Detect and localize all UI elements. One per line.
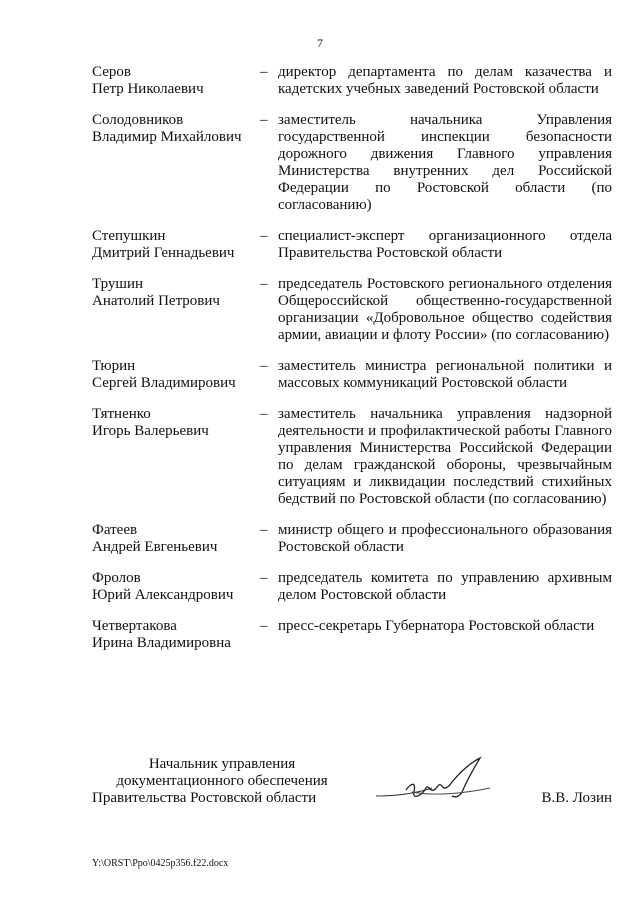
signatory-title-line: Начальник управления <box>148 756 296 772</box>
member-surname: Четвертакова <box>92 618 177 634</box>
member-role: председатель Ростовского регионального отделения Общероссийской общественно-государственной организации «Добровольное общество содействия армии, авиации и флоту России» (по согласованию) <box>278 276 612 343</box>
member-surname: Серов <box>92 64 131 80</box>
footer-file-path: Y:\ORST\Ppo\0425p356.f22.docx <box>92 858 229 869</box>
dash-separator: – <box>260 570 268 586</box>
member-name <box>92 112 260 146</box>
member-surname: Солодовников <box>92 112 184 128</box>
member-name <box>92 358 260 392</box>
member-given-names: Петр Николаевич <box>92 81 204 97</box>
member-role: специалист-эксперт организационного отдела Правительства Ростовской области <box>278 228 612 261</box>
member-role: заместитель начальника управления надзорной деятельности и профилактической работы Главного управления Министерства Российской Федерации по делам гражданской обороны, чрезвычайным ситуациям и ликвидации последствий стихийных бедствий по Ростовской области (по согласованию) <box>278 406 612 507</box>
dash-separator: – <box>260 406 268 422</box>
signatory-name: В.В. Лозин <box>541 790 612 806</box>
member-name <box>92 570 260 604</box>
list-item <box>92 618 612 652</box>
member-name <box>92 64 260 98</box>
dash-separator: – <box>260 276 268 292</box>
list-item <box>92 358 612 392</box>
list-item <box>92 522 612 556</box>
signatory-title <box>92 756 352 807</box>
member-given-names: Дмитрий Геннадьевич <box>92 245 235 261</box>
member-role: заместитель министра региональной политики и массовых коммуникаций Ростовской области <box>278 358 612 391</box>
dash-separator: – <box>260 112 268 128</box>
member-surname: Степушкин <box>92 228 166 244</box>
dash-separator: – <box>260 228 268 244</box>
member-role: председатель комитета по управлению архивным делом Ростовской области <box>278 570 612 603</box>
list-item <box>92 276 612 344</box>
member-surname: Тюрин <box>92 358 136 374</box>
member-given-names: Игорь Валерьевич <box>92 423 209 439</box>
member-given-names: Владимир Михайлович <box>92 129 242 145</box>
page-number: 7 <box>317 36 323 50</box>
member-surname: Фролов <box>92 570 141 586</box>
member-given-names: Анатолий Петрович <box>92 293 220 309</box>
list-item <box>92 64 612 98</box>
member-surname: Тятненко <box>92 406 151 422</box>
member-given-names: Юрий Александрович <box>92 587 234 603</box>
list-item <box>92 112 612 214</box>
signatory-title-line: Правительства Ростовской области <box>92 790 317 806</box>
member-role: заместитель начальника Управления государственной инспекции безопасности дорожного движения Главного управления Министерства внутренних дел Российской Федерации по Ростовской области (по согласованию) <box>278 112 612 213</box>
member-given-names: Сергей Владимирович <box>92 375 236 391</box>
handwritten-signature <box>372 752 502 812</box>
member-surname: Фатеев <box>92 522 138 538</box>
member-name <box>92 618 260 652</box>
dash-separator: – <box>260 358 268 374</box>
member-role: директор департамента по делам казачества и кадетских учебных заведений Ростовской области <box>278 64 612 97</box>
list-item <box>92 406 612 508</box>
signature-block <box>92 756 612 820</box>
signatory-title-line: документационного обеспечения <box>116 773 328 789</box>
member-role: министр общего и профессионального образования Ростовской области <box>278 522 612 555</box>
member-name <box>92 406 260 440</box>
member-role: пресс-секретарь Губернатора Ростовской области <box>278 618 595 634</box>
dash-separator: – <box>260 618 268 634</box>
dash-separator: – <box>260 64 268 80</box>
dash-separator: – <box>260 522 268 538</box>
member-given-names: Ирина Владимировна <box>92 635 231 651</box>
member-given-names: Андрей Евгеньевич <box>92 539 218 555</box>
member-name <box>92 276 260 310</box>
list-item <box>92 570 612 604</box>
member-name <box>92 228 260 262</box>
member-name <box>92 522 260 556</box>
member-surname: Трушин <box>92 276 143 292</box>
list-item <box>92 228 612 262</box>
member-list <box>92 64 612 666</box>
